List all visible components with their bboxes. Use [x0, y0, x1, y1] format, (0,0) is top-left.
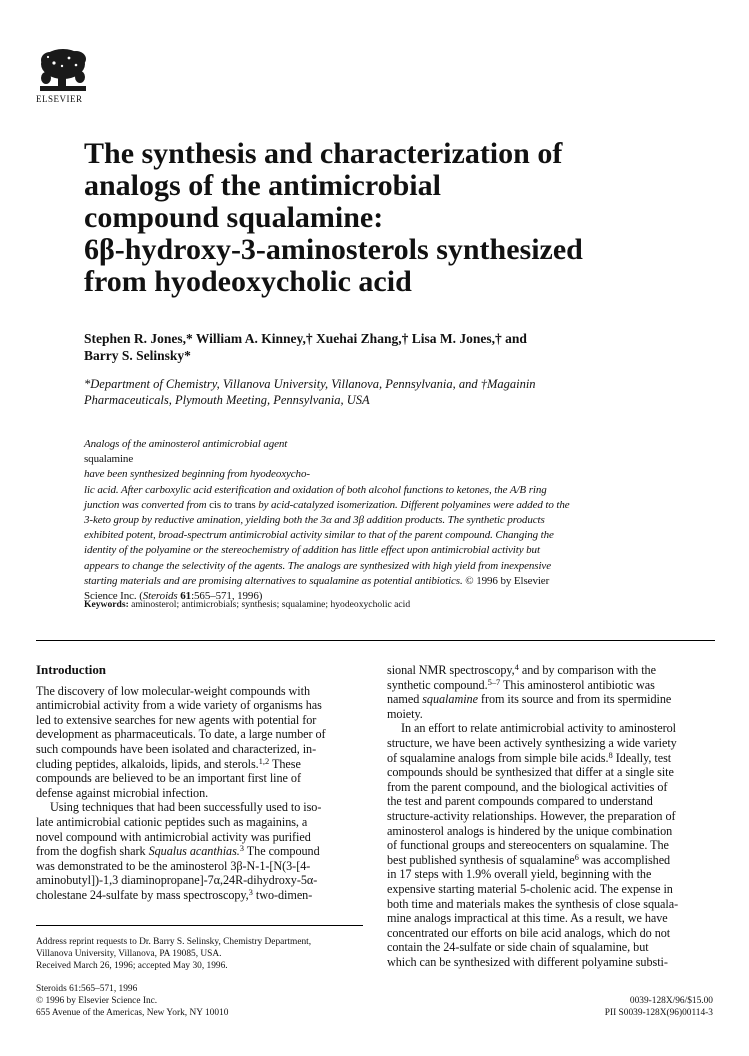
section-heading: Introduction — [36, 662, 106, 677]
author-list — [84, 330, 684, 364]
body-line: both time and materials makes the synthesis of close squala- — [387, 896, 679, 911]
body-line: defense against microbial infection. — [36, 785, 209, 800]
title-line: 6β-hydroxy-3-aminosterols synthesized — [84, 233, 583, 266]
abstract-line: junction was converted from cis to trans by acid-catalyzed isomerization. Different polyamines were added to the — [84, 498, 570, 511]
title-line: compound squalamine: — [84, 201, 384, 234]
body-line: named squalamine from its source and from its spermidine — [387, 692, 672, 707]
body-column-left — [36, 663, 363, 903]
title-line: The synthesis and characterization of — [84, 137, 563, 170]
abstract-line: starting materials and are promising alternatives to squalamine as potential antibiotics. © 1996 by Elsevier — [84, 574, 550, 587]
abstract-line: 3-keto group by reductive amination, yielding both the 3α and 3β addition products. The synthetic products — [84, 514, 545, 527]
body-line: cluding peptides, alkaloids, lipids, and sterols.$^{1,2}$ These — [36, 755, 301, 771]
abstract-line: appears to change the selectivity of the agents. The analogs are synthesized with high yield from inexpensive — [84, 559, 551, 572]
keywords-label: Keywords: — [84, 599, 129, 610]
body-line: novel compound with antimicrobial activity was purified — [36, 829, 311, 844]
body-line: aminobutyl])-1,3 diaminopropane]-7α,24R-dihydroxy-5α- — [36, 873, 318, 888]
body-line: compounds should be synthesized that differ at a single site — [387, 765, 674, 780]
body-line: cholestane 24-sulfate by mass spectroscopy,$^3$ two-dimen- — [36, 887, 313, 902]
abstract-line: Science Inc. (Steroids 61:565–571, 1996) — [84, 590, 263, 603]
body-line: structure, we have been actively synthesizing a wide variety — [387, 735, 677, 750]
keywords-text: aminosterol; antimicrobials; synthesis; squalamine; hyodeoxycholic acid — [128, 599, 411, 610]
footnote-line: Address reprint requests to Dr. Barry S. Selinsky, Chemistry Department, — [36, 937, 312, 947]
body-line: of squalamine analogs from simple bile acids.$^8$ Ideally, test — [387, 749, 672, 765]
author-line: Barry S. Selinsky* — [84, 348, 191, 363]
pii-code: PII S0039-128X(96)00114-3 — [604, 1007, 713, 1018]
issn-code: 0039-128X/96/$15.00 — [629, 996, 713, 1006]
body-line: which can be synthesized with different polyamine substi- — [387, 954, 668, 969]
body-line: mine analogs impractical at this time. As a result, we have — [387, 911, 668, 926]
footnote-divider — [36, 925, 363, 926]
journal-citation: Steroids 61:565–571, 1996 — [36, 984, 138, 994]
body-line: from the dogfish shark Squalus acanthias.$^3$ The compound — [36, 843, 320, 859]
body-line: Using techniques that had been successfully used to iso- — [50, 800, 322, 815]
body-line: The discovery of low molecular-weight compounds with — [36, 683, 311, 698]
body-line: compounds are believed to be an important first line of — [36, 771, 301, 786]
title-line: analogs of the antimicrobial — [84, 169, 441, 202]
body-line: such compounds have been isolated and characterized, in- — [36, 741, 317, 756]
body-line: led to extensive searches for new agents with potential for — [36, 712, 317, 727]
affiliation-line: Pharmaceuticals, Plymouth Meeting, Pennsylvania, USA — [84, 392, 370, 407]
abstract-line: exhibited potent, broad-spectrum antimicrobial activity similar to that of the parent compound. Changing the — [84, 529, 554, 542]
publisher-address: 655 Avenue of the Americas, New York, NY 10010 — [36, 1007, 229, 1018]
body-line: development as pharmaceuticals. To date, a large number of — [36, 727, 326, 742]
body-line: the test and parent compounds compared to understand — [387, 794, 653, 809]
copyright: © 1996 by Elsevier Science Inc. — [36, 995, 158, 1006]
body-line: antimicrobial activity from a wide variety of organisms has — [36, 698, 322, 713]
article-codes — [605, 996, 713, 1020]
abstract — [84, 437, 714, 604]
body-line: of functional groups and stereocenters on squalamine. The — [387, 838, 669, 853]
body-line: moiety. — [387, 706, 423, 721]
body-line: sional NMR spectroscopy,$^4$ and by comparison with the — [387, 662, 656, 677]
body-line: concentrated our efforts on bile acid analogs, which do not — [387, 925, 671, 940]
title-line: from hyodeoxycholic acid — [84, 265, 412, 298]
body-line: in 17 steps with 1.9% overall yield, beginning with the — [387, 867, 652, 882]
footnote-line: Received March 26, 1996; accepted May 30, 1996. — [36, 961, 228, 971]
body-line: best published synthesis of squalamine$^6$ was accomplished — [387, 851, 671, 867]
abstract-line: lic acid. After carboxylic acid esterification and oxidation of both alcohol functions to ketones, the A/B ring — [84, 483, 547, 496]
publisher-name: ELSEVIER — [36, 94, 83, 104]
affiliation-line: *Department of Chemistry, Villanova University, Villanova, Pennsylvania, and †Magainin — [84, 377, 536, 391]
body-line: late antimicrobial cationic peptides such as magainins, a — [36, 814, 308, 829]
abstract-line: identity of the polyamine or the stereochemistry of addition has little effect upon antimicrobial activity but — [84, 544, 540, 557]
body-column-right — [387, 663, 714, 969]
body-line: contain the 24-sulfate or side chain of squalamine, but — [387, 940, 649, 955]
body-line: structure-activity relationships. However, the preparation of — [387, 808, 676, 823]
section-divider — [36, 640, 715, 641]
keywords — [84, 599, 410, 610]
article-title — [84, 138, 704, 298]
body-line: expensive starting material 5-cholenic acid. The expense in — [387, 881, 673, 896]
body-line: In an effort to relate antimicrobial activity to aminosterol — [401, 721, 676, 736]
body-line: aminosterol analogs is hindered by the unique combination — [387, 823, 673, 838]
body-line: from the parent compound, and the biological activities of — [387, 779, 668, 794]
footnote — [36, 936, 366, 972]
elsevier-tree-logo — [36, 46, 90, 94]
body-line: synthetic compound.$^{5-7}$ This aminosterol antibiotic was — [387, 676, 655, 692]
affiliations — [84, 377, 684, 408]
author-line: Stephen R. Jones,* William A. Kinney,† Xuehai Zhang,† Lisa M. Jones,† and — [84, 331, 527, 346]
body-line: was demonstrated to be the aminosterol 3β-N-1-[N(3-[4- — [36, 858, 311, 873]
abstract-line: Analogs of the aminosterol antimicrobial agent squalamine have been synthesized beginning from hyodeoxycho- — [84, 438, 310, 481]
journal-info — [36, 984, 366, 1019]
footnote-line: Villanova University, Villanova, PA 19085, USA. — [36, 949, 222, 959]
